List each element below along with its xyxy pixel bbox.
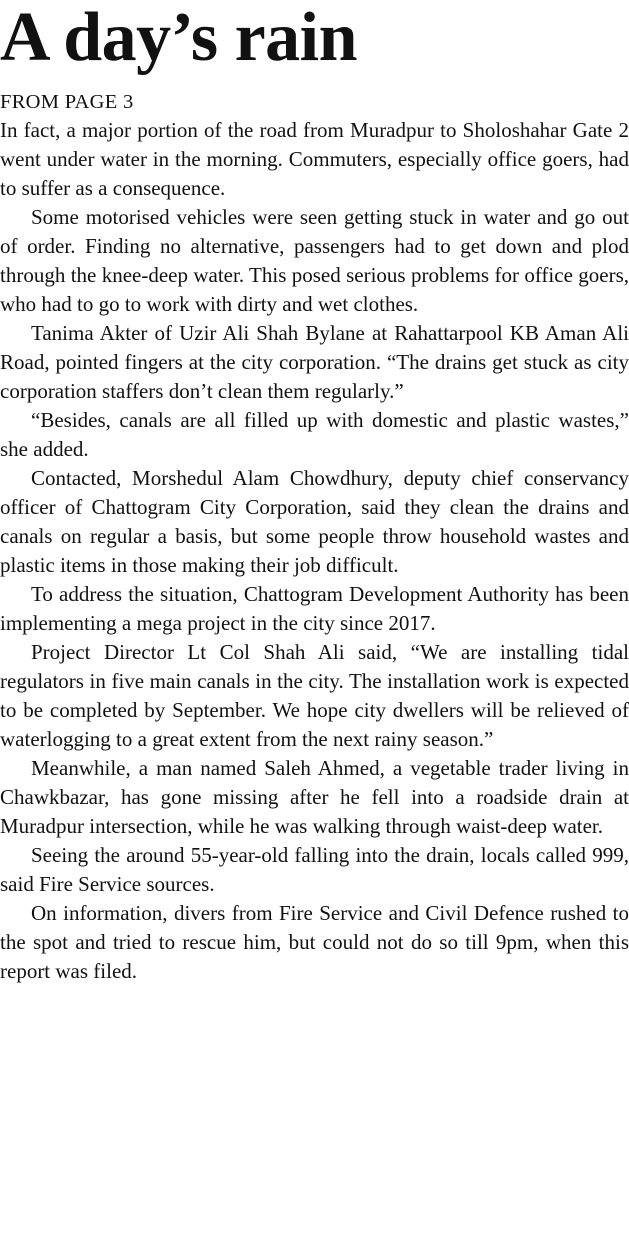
paragraph: Tanima Akter of Uzir Ali Shah Bylane at Rahattarpool KB Aman Ali Road, pointed fingers at the city corporation. “The drains get stuck as city corporation staffers don’t clean them regularly.” (0, 321, 629, 403)
paragraph: Meanwhile, a man named Saleh Ahmed, a vegetable trader living in Chawkbazar, has gone missing after he fell into a roadside drain at Muradpur intersection, while he was walking through waist-deep water. (0, 756, 629, 838)
paragraph: To address the situation, Chattogram Development Authority has been implementing a mega project in the city since 2017. (0, 582, 629, 635)
paragraph: Seeing the around 55-year-old falling into the drain, locals called 999, said Fire Service sources. (0, 843, 629, 896)
paragraph: In fact, a major portion of the road from Muradpur to Sholoshahar Gate 2 went under water in the morning. Commuters, especially office goers, had to suffer as a consequence. (0, 118, 629, 200)
paragraph: On information, divers from Fire Service and Civil Defence rushed to the spot and tried to rescue him, but could not do so till 9pm, when this report was filed. (0, 901, 629, 983)
paragraph: “Besides, canals are all filled up with domestic and plastic wastes,” she added. (0, 408, 629, 461)
headline: A day’s rain (0, 0, 358, 76)
article-body (0, 116, 629, 986)
paragraph: Contacted, Morshedul Alam Chowdhury, deputy chief conservancy officer of Chattogram City Corporation, said they clean the drains and canals on regular a basis, but some people throw household wastes and plastic items in those making their job difficult. (0, 466, 629, 577)
paragraph: Project Director Lt Col Shah Ali said, “We are installing tidal regulators in five main canals in the city. The installation work is expected to be completed by September. We hope city dwellers will be relieved of waterlogging to a great extent from the next rainy season.” (0, 640, 629, 751)
continuation-label: FROM PAGE 3 (0, 91, 134, 113)
paragraph: Some motorised vehicles were seen getting stuck in water and go out of order. Finding no alternative, passengers had to get down and plod through the knee-deep water. This posed serious problems for office goers, who had to go to work with dirty and wet clothes. (0, 205, 629, 316)
